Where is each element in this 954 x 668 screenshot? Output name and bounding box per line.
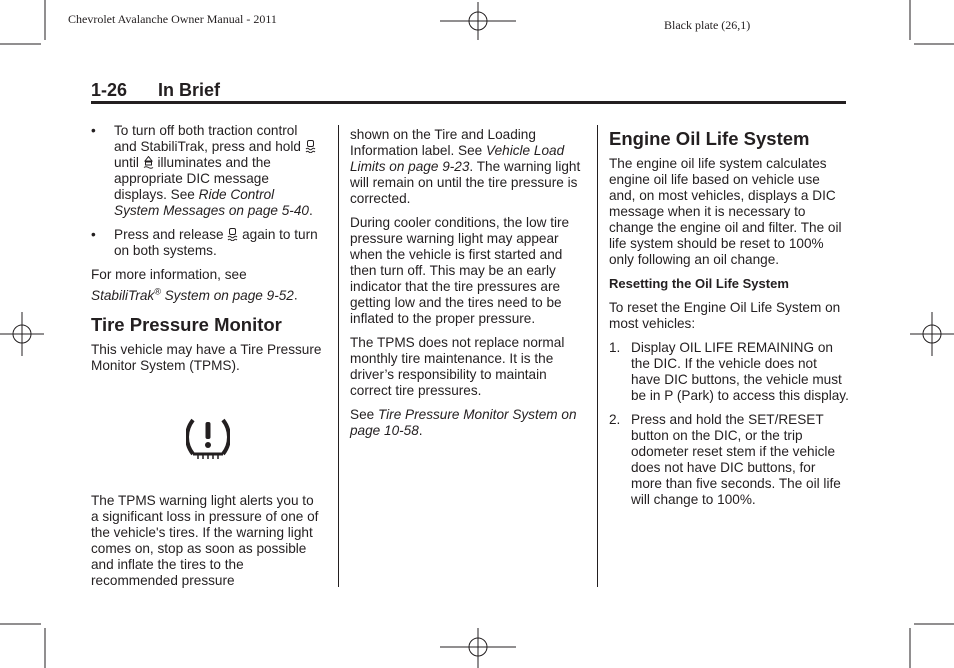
numbered-step: 1. Display OIL LIFE REMAINING on the DIC. If the vehicle does not have DIC buttons, the vehicle must be in P (Park) to access this display. bbox=[609, 340, 849, 403]
cross-reference-link[interactable]: StabiliTrak® System on page 9-52 bbox=[91, 286, 294, 303]
stabilitrak-icon bbox=[143, 156, 154, 169]
list-item: • Press and release again to turn on both systems. bbox=[91, 227, 318, 258]
header-rule bbox=[91, 101, 846, 104]
numbered-step: 2. Press and hold the SET/RESET button on the DIC, or the trip odometer reset stem if the vehicle does not have DIC buttons, for more than five seconds. The oil life will change to 100%. bbox=[609, 412, 841, 507]
column-divider bbox=[338, 125, 339, 587]
column-1 bbox=[91, 123, 323, 460]
subheading-resetting: Resetting the Oil Life System bbox=[609, 276, 789, 291]
list-item: • To turn off both traction control and StabiliTrak, press and hold until illuminates and the appropriate DIC message displays. See Ride Control System Messages on page 5-40. bbox=[91, 123, 323, 219]
paragraph: shown on the Tire and Loading Information label. See Vehicle Load Limits on page 9-23. The warning light will remain on until the tire pressure is corrected. bbox=[350, 127, 581, 206]
paragraph: This vehicle may have a Tire Pressure Monitor System (TPMS). bbox=[91, 341, 322, 373]
traction-off-icon bbox=[227, 228, 238, 241]
cross-reference-link[interactable]: Vehicle Load Limits on page 9-23 bbox=[350, 143, 565, 174]
more-info: For more information, see StabiliTrak® System on page 9-52. bbox=[91, 267, 298, 303]
paragraph: The TPMS warning light alerts you to a significant loss in pressure of one of the vehicle's tires. If the warning light comes on, stop as soon as possible and inflate the tires to the recommended pressure bbox=[91, 493, 319, 588]
page-number: 1-26 bbox=[91, 80, 128, 100]
section-title: In Brief bbox=[158, 80, 221, 100]
paragraph: The TPMS does not replace normal monthly tire maintenance. It is the driver’s responsibility to maintain correct tire pressures. bbox=[350, 335, 565, 398]
column-divider bbox=[597, 125, 598, 587]
registration-mark-icon bbox=[440, 628, 516, 668]
plate-header-left: Chevrolet Avalanche Owner Manual - 2011 bbox=[68, 12, 277, 26]
cross-reference-link[interactable]: Ride Control System Messages on page 5-40 bbox=[114, 187, 309, 218]
bullet: • bbox=[91, 123, 96, 138]
column-3 bbox=[609, 128, 849, 516]
heading-engine-oil-life: Engine Oil Life System bbox=[609, 128, 810, 149]
cross-reference-link[interactable]: Tire Pressure Monitor System on page 10-58 bbox=[350, 407, 577, 438]
bullet: • bbox=[91, 227, 96, 242]
heading-tire-pressure-monitor: Tire Pressure Monitor bbox=[91, 313, 282, 335]
paragraph: During cooler conditions, the low tire pressure warning light may appear when the vehicle is first started and then turn off. This may be an early indicator that the tire pressures are getting low and the tires need to be inflated to the proper pressure. bbox=[350, 215, 570, 326]
plate-header-right: Black plate (26,1) bbox=[664, 18, 751, 32]
registration-mark-icon bbox=[0, 312, 44, 356]
registration-mark-icon bbox=[440, 2, 516, 40]
section-header bbox=[91, 80, 220, 101]
paragraph: See Tire Pressure Monitor System on page 10-58. bbox=[350, 407, 577, 438]
paragraph: To reset the Engine Oil Life System on most vehicles: bbox=[609, 300, 841, 331]
registration-mark-icon bbox=[910, 312, 954, 356]
tpms-warning-icon bbox=[186, 416, 230, 460]
column-2 bbox=[350, 127, 588, 447]
traction-off-icon bbox=[305, 140, 316, 153]
paragraph: The engine oil life system calculates engine oil life based on vehicle use and, on most vehicles, displays a DIC message when it is necessary to change the engine oil and filter. The oil life system should be reset to 100% only following an oil change. bbox=[609, 156, 842, 267]
